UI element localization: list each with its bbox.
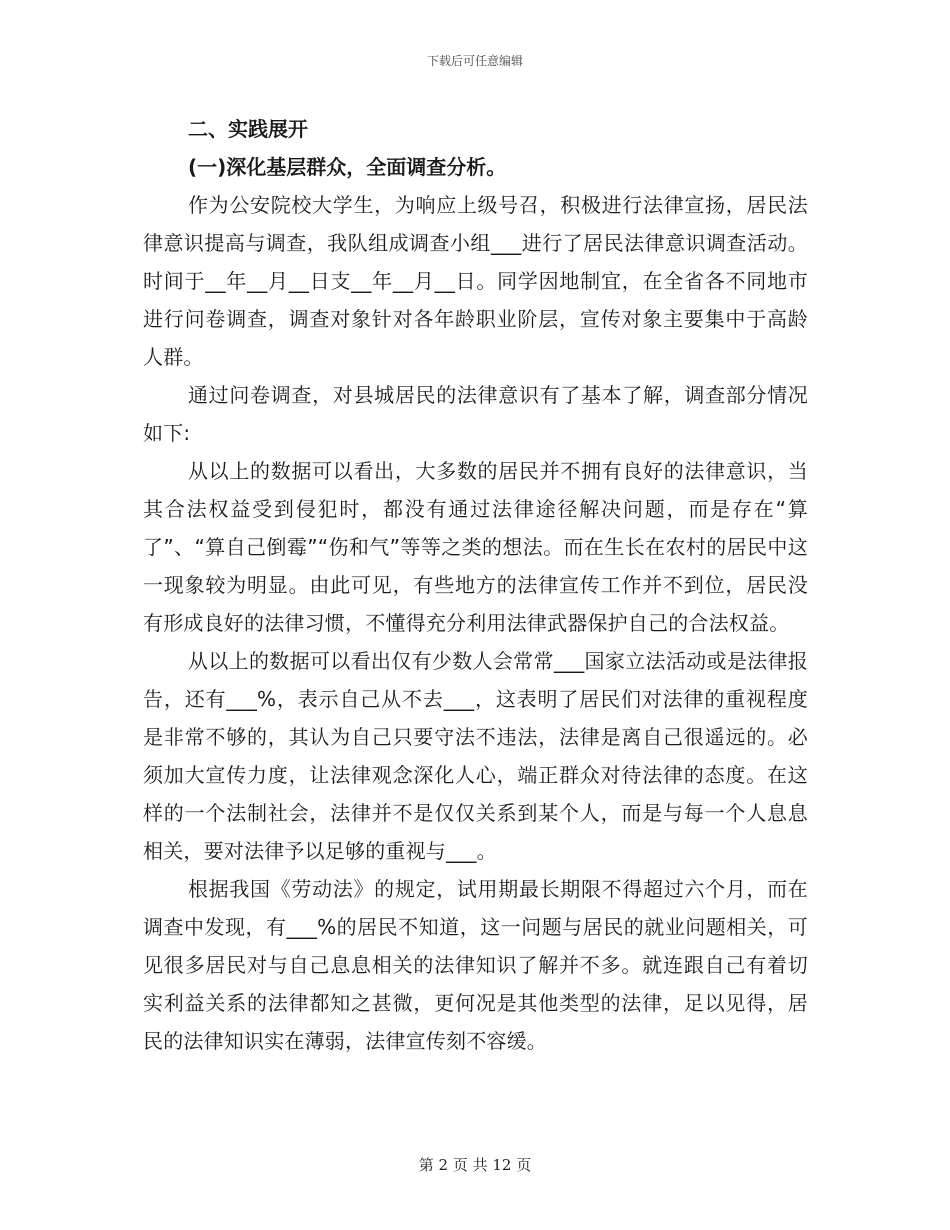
paragraph-2: 通过问卷调查，对县城居民的法律意识有了基本了解，调查部分情况如下: — [143, 383, 808, 445]
paragraph-1: 作为公安院校大学生，为响应上级号召，积极进行法律宣扬，居民法律意识提高与调查，我队组成调查小组___进行了居民法律意识调查活动。时间于__年__月__日支__年__月__日。同学因地制宜，在全省各不同地市进行问卷调查，调查对象针对各年龄职业阶层，宣传对象主要集中于高龄人群。 — [143, 193, 808, 369]
subsection-title: (一)深化基层群众，全面调查分析。 — [188, 155, 507, 179]
paragraph-4: 从以上的数据可以看出仅有少数人会常常___国家立法活动或是法律报告，还有___%，表示自己从不去___，这表明了居民们对法律的重视程度是非常不够的，其认为自己只要守法不违法，法律是离自己很遥远的。必须加大宣传力度，让法律观念深化人心，端正群众对待法律的态度。在这样的一个法制社会，法律并不是仅仅关系到某个人，而是与每一个人息息相关，要对法律予以足够的重视与___。 — [143, 649, 808, 863]
page-header: 下载后可任意编辑 — [426, 54, 523, 68]
document-body — [143, 110, 808, 1060]
paragraph-3: 从以上的数据可以看出，大多数的居民并不拥有良好的法律意识，当其合法权益受到侵犯时，都没有通过法律途径解决问题，而是存在“算了”、“算自己倒霉”“伤和气”等等之类的想法。而在生长在农村的居民中这一现象较为明显。由此可见，有些地方的法律宣传工作并不到位，居民没有形成良好的法律习惯，不懂得充分利用法律武器保护自己的合法权益。 — [143, 459, 808, 635]
page-number-footer: 第 2 页 共 12 页 — [418, 1156, 532, 1174]
section-title: 二、实践展开 — [188, 117, 308, 141]
paragraph-5: 根据我国《劳动法》的规定，试用期最长期限不得超过六个月，而在调查中发现，有___%的居民不知道，这一问题与居民的就业问题相关，可见很多居民对与自己息息相关的法律知识了解并不多。就连跟自己有着切实利益关系的法律都知之甚微，更何况是其他类型的法律，足以见得，居民的法律知识实在薄弱，法律宣传刻不容缓。 — [143, 877, 808, 1053]
